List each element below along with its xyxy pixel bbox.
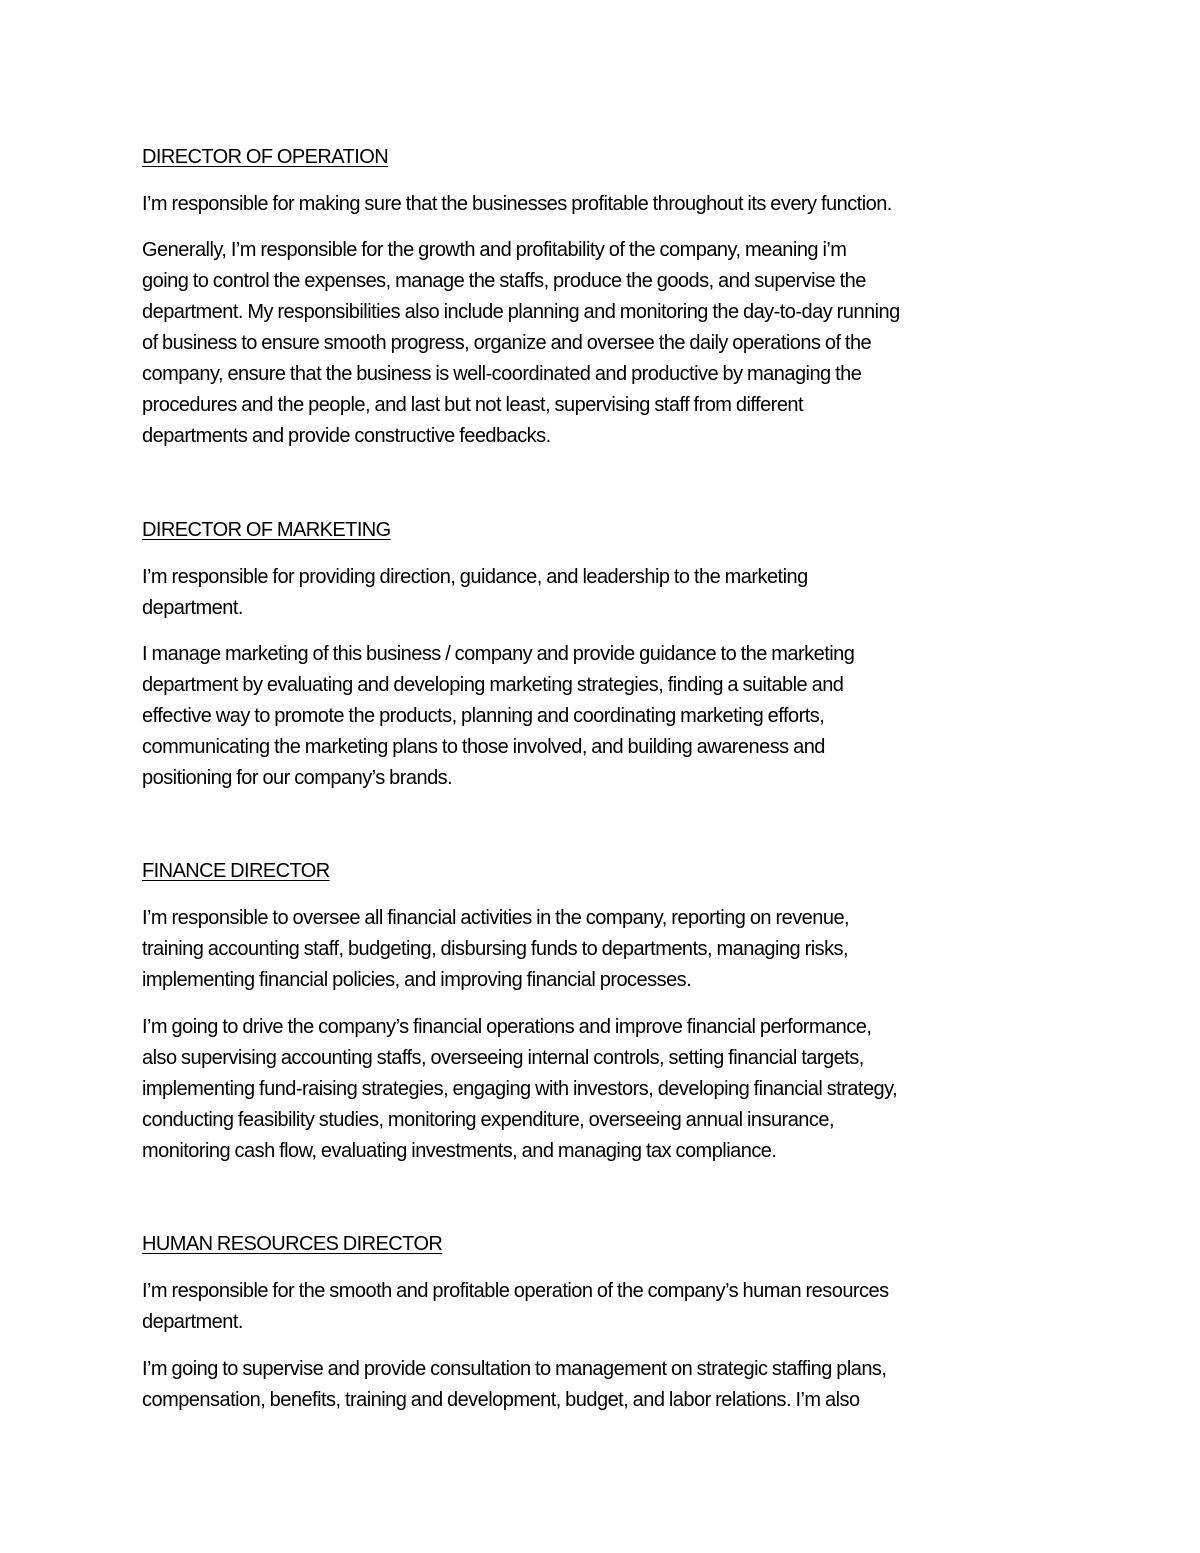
paragraph-line: implementing fund-raising strategies, engaging with investors, developing financial strategy, [142,1077,898,1100]
paragraph-line: conducting feasibility studies, monitoring expenditure, overseeing annual insurance, [142,1108,834,1131]
paragraph-line: I’m going to drive the company’s financial operations and improve financial performance, [142,1015,872,1038]
paragraph-line: positioning for our company’s brands. [142,766,453,789]
section-heading: DIRECTOR OF OPERATION [142,145,389,168]
paragraph [142,1353,1082,1415]
paragraph [142,1011,1082,1166]
paragraph-line: communicating the marketing plans to those involved, and building awareness and [142,735,825,758]
paragraph-line: department. My responsibilities also include planning and monitoring the day-to-day running [142,300,900,323]
paragraph-line: I’m responsible to oversee all financial activities in the company, reporting on revenue, [142,906,850,929]
section-heading: HUMAN RESOURCES DIRECTOR [142,1232,443,1255]
paragraph [142,188,1082,219]
paragraph-line: I’m going to supervise and provide consultation to management on strategic staffing plans, [142,1357,887,1380]
section-heading: FINANCE DIRECTOR [142,859,330,882]
paragraph-line: also supervising accounting staffs, overseeing internal controls, setting financial targets, [142,1046,864,1069]
paragraph-line: I’m responsible for providing direction, guidance, and leadership to the marketing [142,565,808,588]
section-finance-director [142,855,1082,886]
paragraph-line: going to control the expenses, manage the staffs, produce the goods, and supervise the [142,269,866,292]
paragraph-line: I manage marketing of this business / company and provide guidance to the marketing [142,642,855,665]
paragraph-line: implementing financial policies, and improving financial processes. [142,968,692,991]
section-heading: DIRECTOR OF MARKETING [142,518,391,541]
section-human-resources-director [142,1228,1082,1259]
section-director-of-operation [142,141,1082,172]
paragraph-line: procedures and the people, and last but not least, supervising staff from different [142,393,804,416]
paragraph-line: compensation, benefits, training and development, budget, and labor relations. I’m also [142,1388,860,1411]
paragraph [142,561,1082,623]
paragraph-line: department. [142,596,243,619]
paragraph-line: Generally, I’m responsible for the growth and profitability of the company, meaning i’m [142,238,847,261]
paragraph-line: training accounting staff, budgeting, disbursing funds to departments, managing risks, [142,937,849,960]
paragraph [142,234,1082,451]
paragraph-line: monitoring cash flow, evaluating investments, and managing tax compliance. [142,1139,777,1162]
paragraph-line: effective way to promote the products, planning and coordinating marketing efforts, [142,704,825,727]
paragraph-line: company, ensure that the business is well-coordinated and productive by managing the [142,362,862,385]
paragraph-line: departments and provide constructive feedbacks. [142,424,551,447]
paragraph [142,902,1082,995]
paragraph [142,1275,1082,1337]
paragraph-line: of business to ensure smooth progress, organize and oversee the daily operations of the [142,331,872,354]
paragraph-line: department by evaluating and developing marketing strategies, finding a suitable and [142,673,844,696]
paragraph-line: I’m responsible for the smooth and profitable operation of the company’s human resources [142,1279,889,1302]
section-director-of-marketing [142,514,1082,545]
paragraph-line: I’m responsible for making sure that the businesses profitable throughout its every function. [142,192,892,215]
paragraph-line: department. [142,1310,243,1333]
paragraph [142,638,1082,793]
